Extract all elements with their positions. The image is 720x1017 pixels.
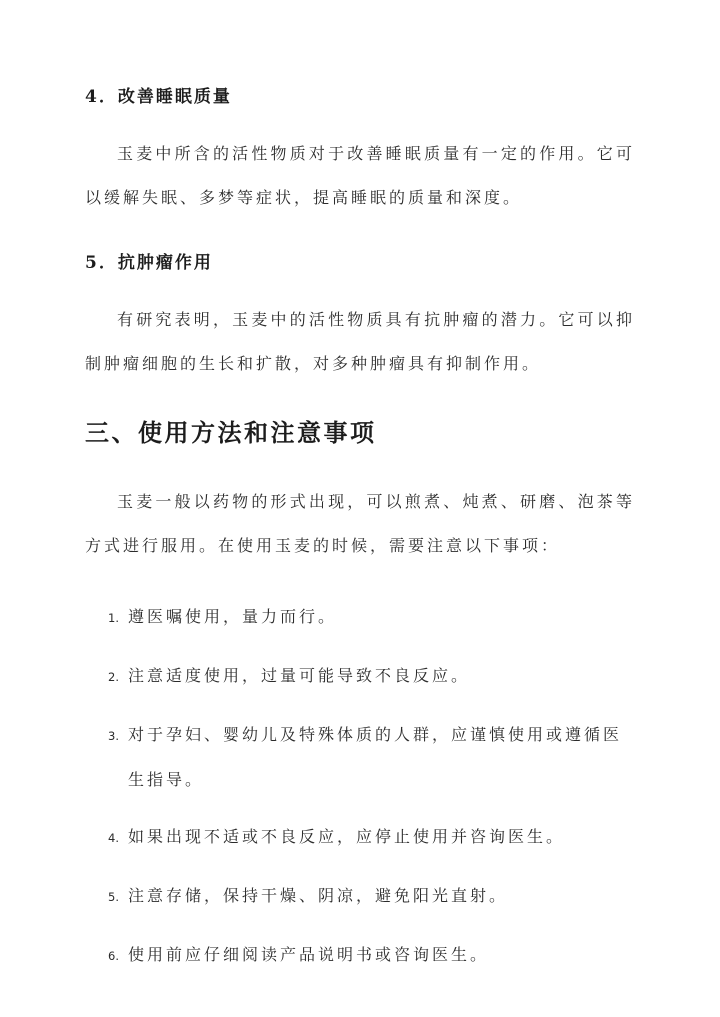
heading-section-3-usage-precautions: 三、使用方法和注意事项 <box>85 418 377 447</box>
heading-benefit-5-antitumor: 5．抗肿瘤作用 <box>85 253 213 273</box>
list-item-text: 使用前应仔细阅读产品说明书或咨询医生。 <box>128 945 490 964</box>
list-item <box>108 653 635 700</box>
list-item <box>108 814 635 861</box>
list-item-number: 1. <box>108 611 119 625</box>
list-item-number: 3. <box>108 729 119 743</box>
paragraph-benefit-4-body: 玉麦中所含的活性物质对于改善睡眠质量有一定的作用。它可以缓解失眠、多梦等症状，提高睡眠的质量和深度。 <box>85 144 635 207</box>
heading-benefit-4-sleep-quality: 4．改善睡眠质量 <box>85 87 232 107</box>
paragraph-usage-intro: 玉麦一般以药物的形式出现，可以煎煮、炖煮、研磨、泡茶等方式进行服用。在使用玉麦的时候，需要注意以下事项： <box>85 492 635 555</box>
list-item-text: 如果出现不适或不良反应，应停止使用并咨询医生。 <box>128 827 566 846</box>
list-item <box>108 594 635 641</box>
list-item-number: 2. <box>108 670 119 684</box>
precautions-list <box>85 594 635 979</box>
list-item <box>108 873 635 920</box>
list-item-number: 4. <box>108 831 119 845</box>
list-item-text: 注意适度使用，过量可能导致不良反应。 <box>128 666 471 685</box>
list-item-text: 对于孕妇、婴幼儿及特殊体质的人群，应谨慎使用或遵循医生指导。 <box>128 725 623 789</box>
list-item-number: 6. <box>108 949 119 963</box>
list-item-text: 注意存储，保持干燥、阴凉，避免阳光直射。 <box>128 886 509 905</box>
paragraph-benefit-5-body: 有研究表明，玉麦中的活性物质具有抗肿瘤的潜力。它可以抑制肿瘤细胞的生长和扩散，对多种肿瘤具有抑制作用。 <box>85 310 635 373</box>
list-item-number: 5. <box>108 890 119 904</box>
list-item <box>108 932 635 979</box>
list-item-text: 遵医嘱使用，量力而行。 <box>128 607 338 626</box>
list-item <box>108 712 635 802</box>
